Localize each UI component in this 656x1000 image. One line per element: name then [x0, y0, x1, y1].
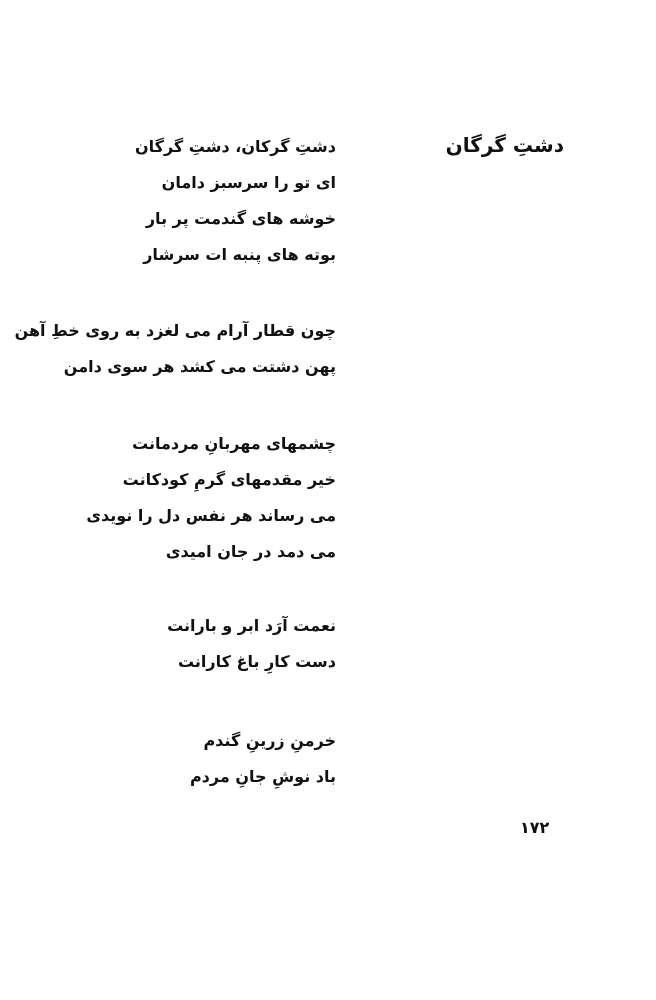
poem-line: پهن دشتت می کشد هر سوی دامن [63, 357, 336, 376]
poem-line: باد نوشِ جانِ مردم [189, 767, 336, 786]
poem-title: دشتِ گرگان [445, 133, 564, 157]
poem-line: چون قطار آرام می لغزد به روی خطِ آهن [14, 321, 336, 340]
poem-line: خیر مقدمهای گرمِ کودکانت [122, 470, 336, 489]
stanza-4 [167, 608, 336, 680]
poem-line: دست کارِ باغ کارانت [177, 652, 336, 671]
poem-line: ای تو را سرسبز دامان [161, 173, 336, 192]
poem-line: خرمنِ زرینِ گندم [203, 731, 336, 750]
poem-line: می رساند هر نفس دل را نویدی [86, 506, 336, 525]
stanza-2 [15, 313, 336, 385]
poem-line: خوشه های گندمت پر بار [145, 209, 336, 228]
poem-line: دشتِ گرکان، دشتِ گرگان [134, 137, 336, 156]
poem-line: نعمت آرَد ابر و بارانت [167, 616, 336, 635]
poem-line: چشمهای مهربانِ مردمانت [132, 434, 336, 453]
poem-line: می دمد در جان امیدی [165, 542, 336, 561]
page-number: ۱۷۲ [520, 818, 550, 837]
poem-line: بوته های پنبه ات سرشار [143, 245, 336, 264]
stanza-3 [86, 426, 336, 570]
stanza-5 [190, 723, 336, 795]
stanza-1 [135, 129, 336, 273]
